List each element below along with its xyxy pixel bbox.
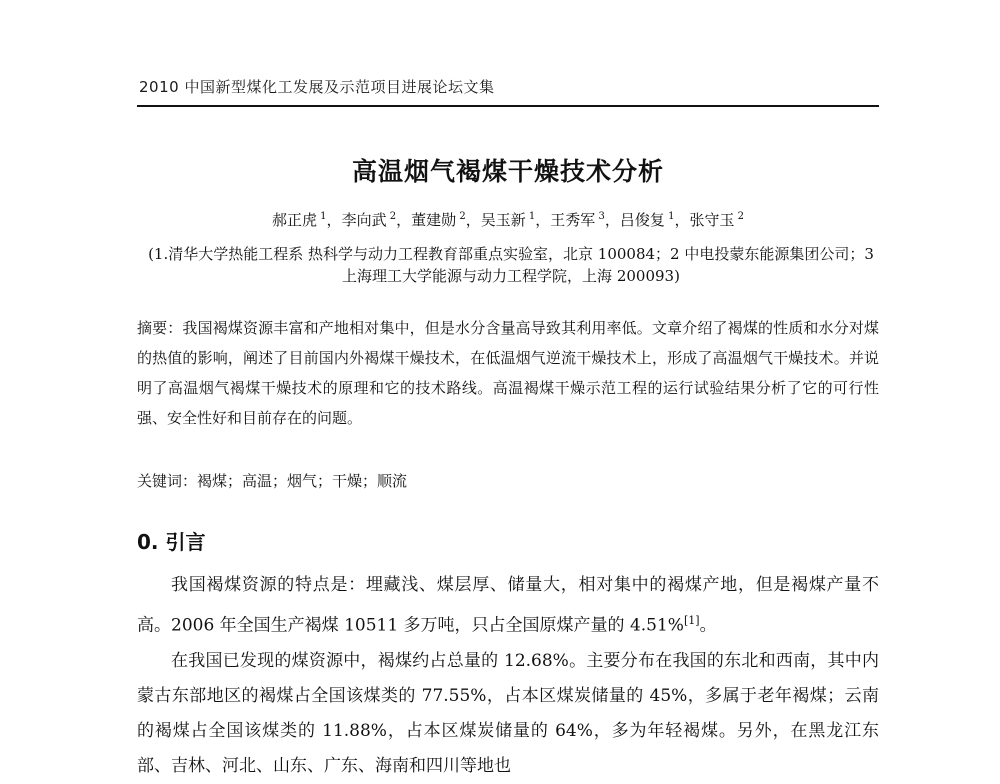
body-text	[137, 568, 879, 784]
author-name: 张守玉	[689, 211, 735, 229]
affiliations: (1.清华大学热能工程系 热科学与动力工程教育部重点实验室，北京 100084；2 中电投蒙东能源集团公司；3 上海理工大学能源与动力工程学院，上海 200093)	[148, 245, 874, 285]
author-affiliation-mark: 1	[525, 211, 536, 222]
paragraph-1-text: 我国褐煤资源的特点是：埋藏浅、煤层厚、储量大，相对集中的褐煤产地，但是褐煤产量不高。2006 年全国生产褐煤 10511 多万吨，只占全国原煤产量的 4.51%	[137, 575, 879, 636]
keywords: 关键词：褐煤；高温；烟气；干燥；顺流	[137, 472, 408, 490]
author-affiliation-mark: 3	[595, 211, 605, 222]
paragraph-2: 在我国已发现的煤资源中，褐煤约占总量的 12.68%。主要分布在我国的东北和西南，其中内蒙古东部地区的褐煤占全国该煤类的 77.55%，占本区煤炭储量的 45%，多属于老年褐煤；云南的褐煤占全国该煤类的 11.88%，占本区煤炭储量的 64%，多为年轻褐煤。另外，在黑龙江东部、吉林、河北、山东、广东、海南和四川等地也	[137, 650, 879, 776]
abstract: 摘要：我国褐煤资源丰富和产地相对集中，但是水分含量高导致其利用率低。文章介绍了褐煤的性质和水分对煤的热值的影响，阐述了目前国内外褐煤干燥技术，在低温烟气逆流干燥技术上，形成了高温烟气干燥技术。并说明了高温烟气褐煤干燥技术的原理和它的技术路线。高温褐煤干燥示范工程的运行试验结果分析了它的可行性强、安全性好和目前存在的问题。	[137, 319, 879, 427]
paragraph-1-end: 。	[699, 615, 717, 636]
paragraph-1	[137, 568, 879, 644]
header-rule	[137, 105, 879, 107]
author-name: 郝正虎	[271, 211, 317, 229]
author-affiliation-mark: 2	[734, 211, 745, 222]
author-separator: ，	[465, 211, 481, 229]
author-name: 李向武	[341, 211, 387, 229]
running-header: 2010 中国新型煤化工发展及示范项目进展论坛文集	[139, 78, 495, 96]
citation-ref[interactable]: [1]	[683, 614, 700, 627]
author-separator: ，	[674, 211, 690, 229]
author-affiliation-mark: 2	[456, 211, 466, 222]
author-affiliation-mark: 1	[317, 211, 327, 222]
author-name: 吕俊复	[619, 211, 665, 229]
author-list	[137, 209, 879, 230]
author-separator: ，	[604, 211, 620, 229]
author-name: 董建勋	[411, 211, 457, 229]
paper-title: 高温烟气褐煤干燥技术分析	[351, 157, 664, 186]
section-heading: 0. 引言	[137, 530, 206, 554]
author-name: 王秀军	[550, 211, 596, 229]
author-affiliation-mark: 1	[664, 211, 675, 222]
author-separator: ，	[326, 211, 342, 229]
author-separator: ，	[535, 211, 551, 229]
author-name: 吴玉新	[480, 211, 526, 229]
author-affiliation-mark: 2	[386, 211, 397, 222]
author-separator: ，	[396, 211, 412, 229]
